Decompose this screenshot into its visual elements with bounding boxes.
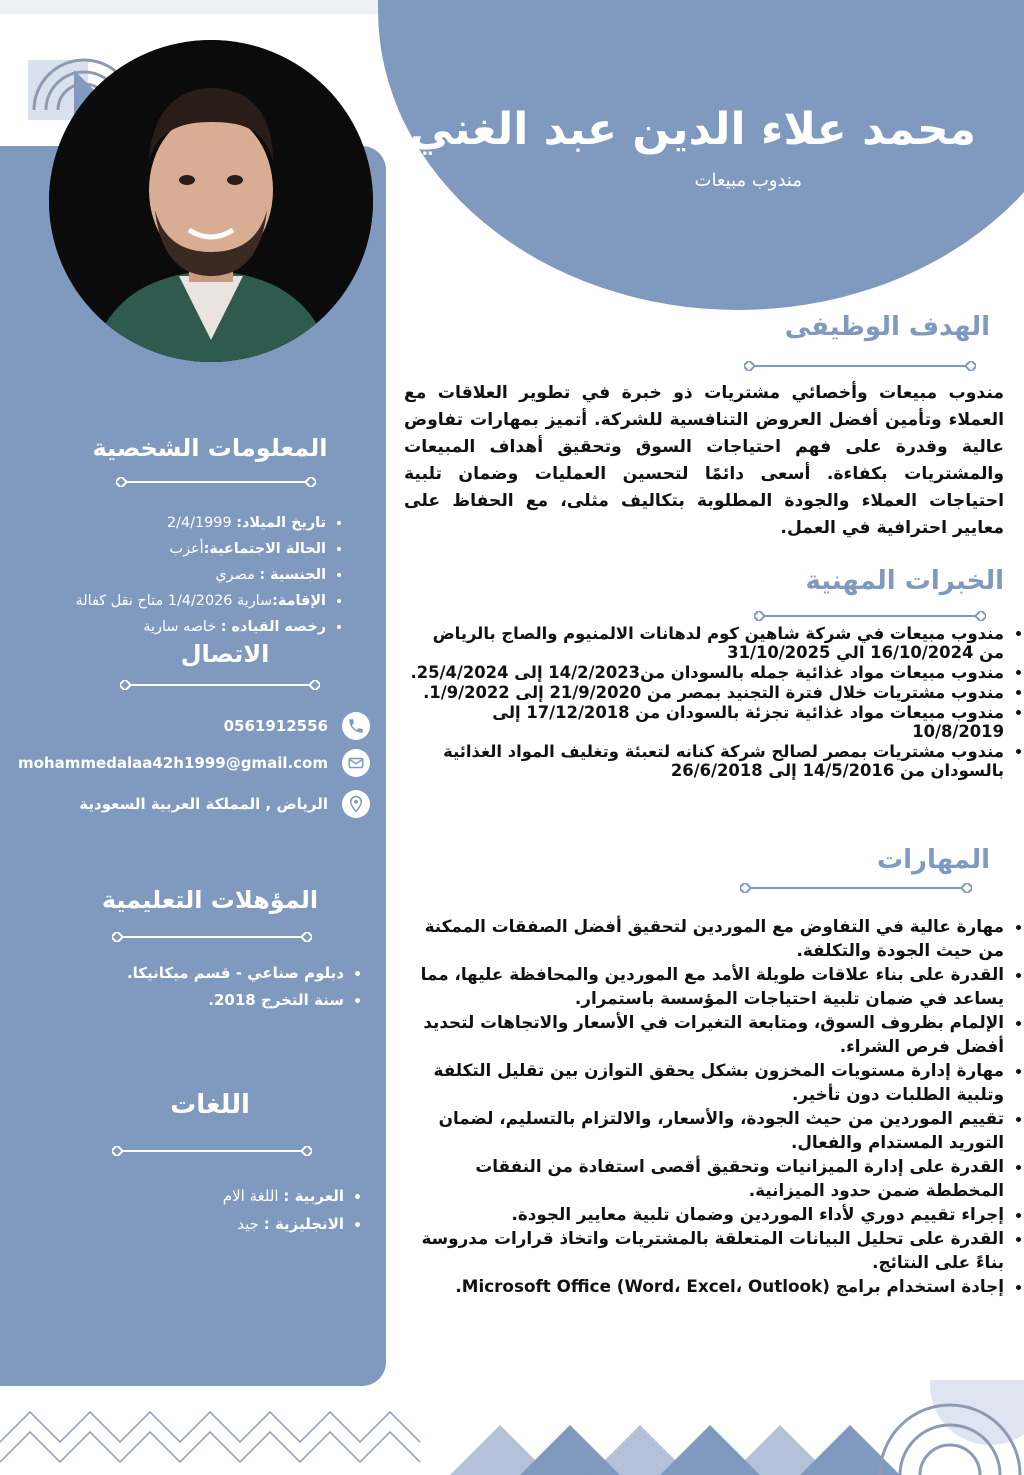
list-item: • مهارة إدارة مستويات المخزون بشكل يحقق التوازن بين تقليل التكلفة وتلبية الطلبات دون تأخير. [404,1058,1004,1106]
skills-title: المهارات [876,845,990,875]
personal-value: 2/4/1999 [166,515,232,531]
candidate-name: محمد علاء الدين عبد الغني [409,104,976,155]
location-text: الرياض , المملكة العربية السعودية [79,795,328,813]
location-pin-icon [342,790,370,818]
personal-info-title: المعلومات الشخصية [92,434,328,462]
personal-label: تاريخ الميلاد: [236,515,326,531]
personal-value: سارية 1/4/2026 متاح نقل كفالة [75,593,273,609]
section-divider [754,611,986,621]
languages-list [80,1182,364,1238]
personal-label: الجنسية : [259,567,326,583]
header-background [378,0,1024,310]
list-item: • إجراء تقييم دوري لأداء الموردين وضمان تلبية معايير الجودة. [404,1202,1004,1226]
contact-email[interactable] [18,748,370,778]
language-label: العربية : [283,1187,344,1205]
list-item [10,614,326,640]
list-item [80,1210,344,1238]
personal-label: الحالة الاجتماعية: [203,541,326,557]
job-title: مندوب مبيعات [694,170,802,191]
section-divider [740,883,972,893]
section-divider [744,361,976,371]
experience-title: الخبرات المهنية [805,566,1004,596]
list-item: • القدرة على بناء علاقات طويلة الأمد مع الموردين والمحافظة عليها، مما يساعد في ضمان تلبية احتياجات المؤسسة باستمرار. [404,962,1004,1010]
list-item: • مندوب مبيعات مواد غذائية تجزئة بالسودان من 17/12/2018 إلى 10/8/2019 [404,703,1004,741]
list-item: • تقييم الموردين من حيث الجودة، والأسعار، والالتزام بالتسليم، لضمان التوريد المستدام والفعال. [404,1106,1004,1154]
contact-phone[interactable] [224,711,370,741]
list-item: • مهارة عالية في التفاوض مع الموردين لتحقيق أفضل الصفقات الممكنة من حيث الجودة والتكلفة. [404,914,1004,962]
list-item [10,536,326,562]
objective-title: الهدف الوظيفى [784,312,990,342]
sidebar-divider [112,1146,312,1156]
list-item: • سنة التخرج 2018. [80,987,344,1014]
list-item [10,562,326,588]
list-item: • إجادة استخدام برامج Microsoft Office (Word، Excel، Outlook). [404,1274,1004,1298]
personal-label: الإقامة: [272,593,326,609]
personal-value: مصري [215,567,255,583]
language-level: جيد [237,1215,259,1233]
language-level: اللغة الام [222,1187,279,1205]
personal-label: رخصه القياده : [220,619,326,635]
language-label: الانجليزية : [263,1215,344,1233]
envelope-icon [342,749,370,777]
phone-number: 0561912556 [223,717,328,735]
email-address: mohammedalaa42h1999@gmail.com [17,754,328,772]
profile-photo [49,40,373,362]
personal-value: أعزب [169,541,204,557]
personal-value: خاصه سارية [143,619,217,635]
objective-text: مندوب مبيعات وأخصائي مشتريات ذو خبرة في تطوير العلاقات مع العملاء وتأمين أفضل العروض التنافسية للشركة. أتميز بمهارات تفاوض عالية وقدرة على فهم احتياجات السوق وتحقيق أهداف المبيعات والمشتريات بكفاءة. أسعى دائمًا لتحسين العمليات وضمان تلبية احتياجات العملاء والجودة المطلوبة بتكاليف مثلى، مع الحفاظ على معايير احترافية في العمل. [404,383,1004,538]
list-item: • القدرة على إدارة الميزانيات وتحقيق أقصى استفادة من النفقات المخططة ضمن حدود الميزانية. [404,1154,1004,1202]
sidebar-divider [112,932,312,942]
personal-info-list [10,510,346,640]
list-item: • مندوب مبيعات مواد غذائية جمله بالسودان من14/2/2023 إلى 25/4/2024. [404,663,1004,682]
list-item [80,1182,344,1210]
list-item: • مندوب مشتريات بمصر لصالح شركة كنانه لتعبئة وتغليف المواد الغذائية بالسودان من 14/5/2016 إلى 26/6/2018 [404,742,1004,780]
education-list [80,960,364,1014]
languages-title: اللغات [170,1090,250,1120]
list-item: • مندوب مبيعات في شركة شاهين كوم لدهانات الالمنيوم والصاج بالرياض من 16/10/2024 الي 31/10/2025 [404,624,1004,662]
list-item: • دبلوم صناعي - قسم ميكانيكا. [80,960,344,987]
phone-icon [342,712,370,740]
experience-list [404,624,1024,781]
bottom-decoration [0,1380,1024,1475]
contact-location [79,789,370,819]
list-item: • مندوب مشتريات خلال فترة التجنيد بمصر من 21/9/2020 إلى 1/9/2022. [404,683,1004,702]
list-item [10,510,326,536]
skills-list [404,914,1024,1298]
list-item [10,588,326,614]
list-item: • القدرة على تحليل البيانات المتعلقة بالمشتريات واتخاذ قرارات مدروسة بناءً على النتائج. [404,1226,1004,1274]
education-title: المؤهلات التعليمية [101,886,319,914]
sidebar-divider [116,477,316,487]
contact-title: الاتصال [180,640,270,668]
sidebar-divider [120,680,320,690]
list-item: • الإلمام بظروف السوق، ومتابعة التغيرات في الأسعار والاتجاهات لتحديد أفضل فرص الشراء. [404,1010,1004,1058]
